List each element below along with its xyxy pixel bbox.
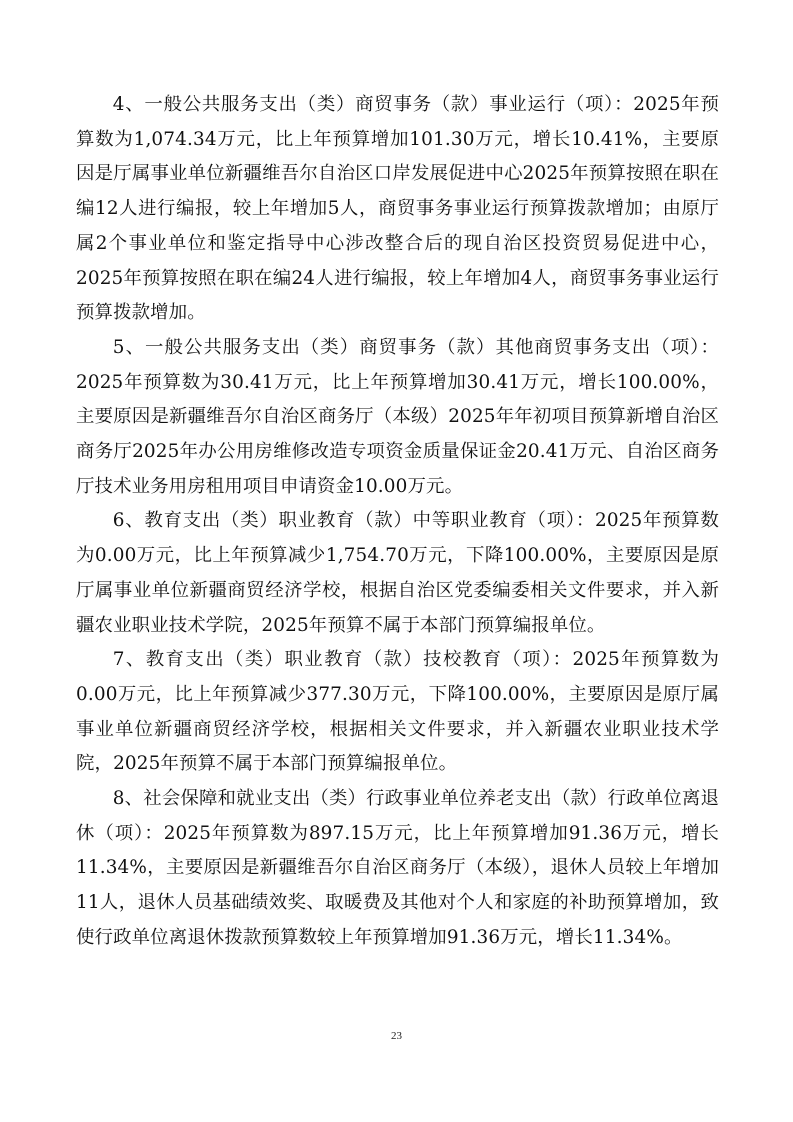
paragraph-item-5: 5、一般公共服务支出（类）商贸事务（款）其他商贸事务支出（项）：2025年预算数为30.41万元，比上年预算增加30.41万元，增长100.00%，主要原因是新疆维吾尔自治区商务厅（本级）2025年年初项目预算新增自治区商务厅2025年办公用房维修改造专项资金质量保证金20.41万元、自治区商务厅技术业务用房租用项目申请资金10.00万元。 <box>76 336 719 497</box>
body-text <box>76 88 719 956</box>
page-number: 23 <box>391 1030 402 1042</box>
paragraph-item-8: 8、社会保障和就业支出（类）行政事业单位养老支出（款）行政单位离退休（项）：2025年预算数为897.15万元，比上年预算增加91.36万元，增长11.34%，主要原因是新疆维吾尔自治区商务厅（本级），退休人员较上年增加11人，退休人员基础绩效奖、取暖费及其他对个人和家庭的补助预算增加，致使行政单位离退休拨款预算数较上年预算增加91.36万元，增长11.34%。 <box>76 788 719 948</box>
paragraph-item-6: 6、教育支出（类）职业教育（款）中等职业教育（项）：2025年预算数为0.00万元，比上年预算减少1,754.70万元，下降100.00%，主要原因是原厅属事业单位新疆商贸经济学校，根据自治区党委编委相关文件要求，并入新疆农业职业技术学院，2025年预算不属于本部门预算编报单位。 <box>76 510 719 636</box>
paragraph-item-7: 7、教育支出（类）职业教育（款）技校教育（项）：2025年预算数为0.00万元，比上年预算减少377.30万元，下降100.00%，主要原因是原厅属事业单位新疆商贸经济学校，根据相关文件要求，并入新疆农业职业技术学院，2025年预算不属于本部门预算编报单位。 <box>76 649 719 775</box>
paragraph-item-4: 4、一般公共服务支出（类）商贸事务（款）事业运行（项）：2025年预算数为1,074.34万元，比上年预算增加101.30万元，增长10.41%，主要原因是厅属事业单位新疆维吾尔自治区口岸发展促进中心2025年预算按照在职在编12人进行编报，较上年增加5人，商贸事务事业运行预算拨款增加；由原厅属2个事业单位和鉴定指导中心涉改整合后的现自治区投资贸易促进中心，2025年预算按照在职在编24人进行编报，较上年增加4人，商贸事务事业运行预算拨款增加。 <box>76 94 719 324</box>
